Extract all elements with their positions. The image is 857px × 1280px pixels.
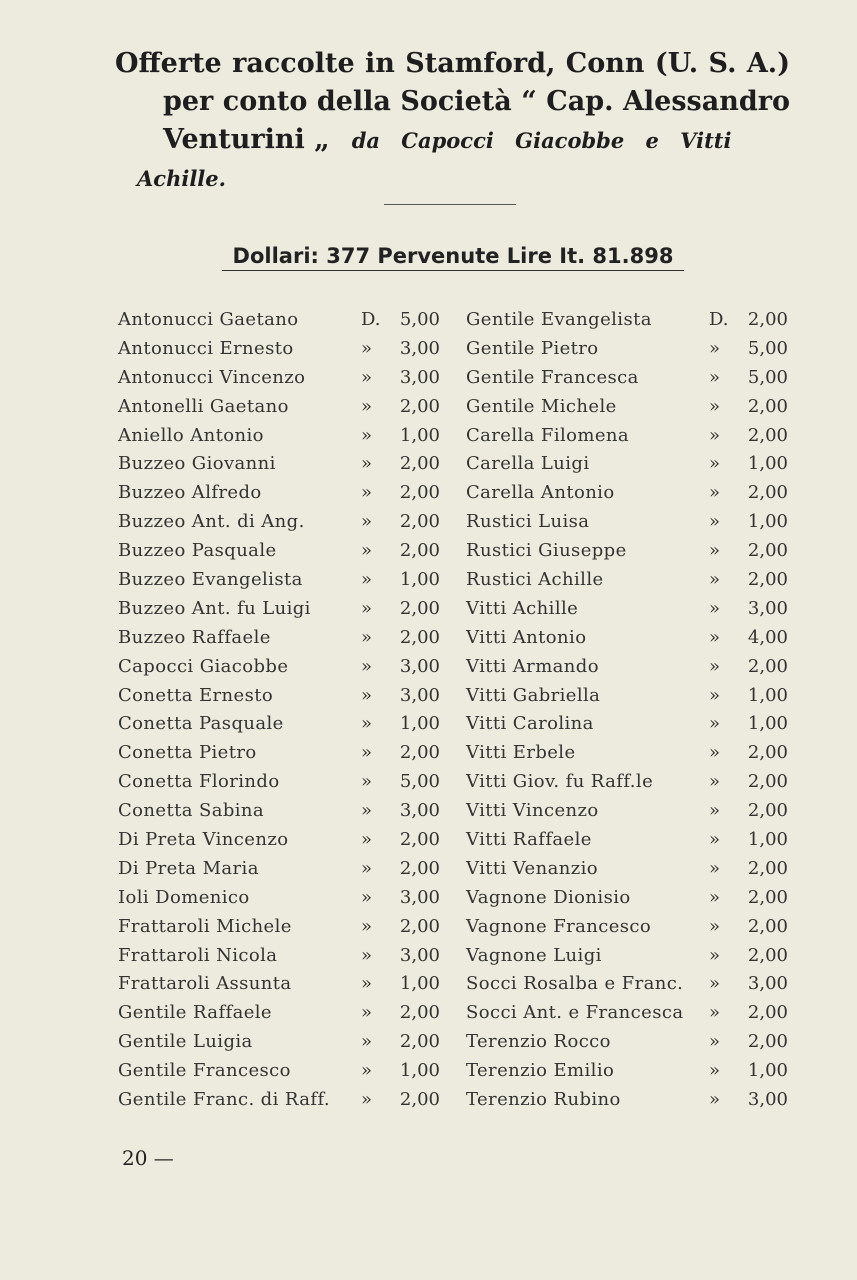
donor-row xyxy=(466,1086,792,1115)
donor-name: Capocci Giacobbe xyxy=(118,655,289,677)
ditto-mark: » xyxy=(709,857,721,879)
ditto-mark: » xyxy=(361,395,373,417)
donation-amount: 2,00 xyxy=(399,597,440,619)
donor-name: Frattaroli Assunta xyxy=(118,973,292,995)
ditto-mark: » xyxy=(361,540,373,562)
ditto-mark: » xyxy=(709,597,721,619)
donor-name: Carella Antonio xyxy=(466,482,615,504)
donor-row xyxy=(466,335,792,364)
ditto-mark: » xyxy=(709,771,721,793)
donor-name: Gentile Franc. di Raff. xyxy=(118,1089,330,1111)
donor-row xyxy=(466,566,792,595)
donor-row xyxy=(118,797,448,826)
donor-name: Vitti Erbele xyxy=(466,742,576,764)
heading-divider xyxy=(384,204,516,205)
donor-row xyxy=(466,450,792,479)
ditto-mark: » xyxy=(361,626,373,648)
heading-line-3-main: Venturini „ xyxy=(163,124,330,155)
ditto-mark: » xyxy=(361,800,373,822)
donor-name: Antonelli Gaetano xyxy=(118,395,289,417)
donor-name: Vitti Armando xyxy=(466,655,599,677)
donor-row xyxy=(118,913,448,942)
donation-amount: 2,00 xyxy=(747,886,788,908)
ditto-mark: » xyxy=(709,1089,721,1111)
donor-row xyxy=(466,653,792,682)
donation-amount: 2,00 xyxy=(399,395,440,417)
donor-name: Vitti Carolina xyxy=(466,713,594,735)
donor-name: Vagnone Dionisio xyxy=(466,886,631,908)
donor-name: Frattaroli Nicola xyxy=(118,944,278,966)
ditto-mark: » xyxy=(709,540,721,562)
donor-name: Rustici Achille xyxy=(466,569,604,591)
donor-name: Vitti Achille xyxy=(466,597,579,619)
donor-row xyxy=(118,335,448,364)
donor-row xyxy=(118,653,448,682)
donor-name: Carella Filomena xyxy=(466,424,630,446)
donor-row xyxy=(118,306,448,335)
ditto-mark: » xyxy=(709,800,721,822)
donor-row xyxy=(118,450,448,479)
heading-line-4: Achille. xyxy=(137,166,226,191)
donation-amount: 2,00 xyxy=(399,915,440,937)
donor-name: Gentile Michele xyxy=(466,395,617,417)
ditto-mark: » xyxy=(361,482,373,504)
donation-amount: 2,00 xyxy=(747,771,788,793)
totals-subtitle: Dollari: 377 Pervenute Lire It. 81.898 xyxy=(222,244,684,271)
donor-row xyxy=(118,364,448,393)
ditto-mark: » xyxy=(361,886,373,908)
donor-name: Buzzeo Raffaele xyxy=(118,626,271,648)
donation-amount: 2,00 xyxy=(399,829,440,851)
donor-row xyxy=(466,393,792,422)
donor-row xyxy=(118,508,448,537)
donor-name: Carella Luigi xyxy=(466,453,590,475)
donation-amount: 1,00 xyxy=(747,829,788,851)
donor-row xyxy=(118,970,448,999)
ditto-mark: » xyxy=(361,915,373,937)
donor-name: Vagnone Luigi xyxy=(466,944,602,966)
donation-amount: 3,00 xyxy=(399,800,440,822)
donor-list-right xyxy=(466,306,792,1115)
donor-row xyxy=(118,999,448,1028)
donor-name: Buzzeo Evangelista xyxy=(118,569,303,591)
donor-name: Conetta Pietro xyxy=(118,742,257,764)
donor-row xyxy=(466,999,792,1028)
ditto-mark: » xyxy=(709,915,721,937)
ditto-mark: D. xyxy=(709,309,729,330)
ditto-mark: » xyxy=(709,366,721,388)
donation-amount: 2,00 xyxy=(399,1002,440,1024)
donor-row xyxy=(118,855,448,884)
ditto-mark: » xyxy=(361,771,373,793)
ditto-mark: » xyxy=(361,424,373,446)
donation-amount: 2,00 xyxy=(399,482,440,504)
donor-name: Antonucci Gaetano xyxy=(118,309,299,330)
ditto-mark: » xyxy=(361,944,373,966)
donation-amount: 3,00 xyxy=(399,366,440,388)
donor-row xyxy=(466,624,792,653)
donation-amount: 1,00 xyxy=(747,684,788,706)
donor-row xyxy=(466,682,792,711)
donation-amount: 2,00 xyxy=(747,742,788,764)
donor-row xyxy=(466,826,792,855)
donor-name: Di Preta Vincenzo xyxy=(118,829,289,851)
donor-row xyxy=(118,422,448,451)
ditto-mark: » xyxy=(361,973,373,995)
donation-amount: 2,00 xyxy=(747,424,788,446)
donor-name: Buzzeo Alfredo xyxy=(118,482,262,504)
ditto-mark: » xyxy=(709,424,721,446)
donor-name: Vitti Venanzio xyxy=(466,857,598,879)
donation-amount: 2,00 xyxy=(399,540,440,562)
donation-amount: 1,00 xyxy=(399,569,440,591)
donation-amount: 2,00 xyxy=(747,395,788,417)
donor-name: Conetta Ernesto xyxy=(118,684,274,706)
donation-amount: 3,00 xyxy=(399,684,440,706)
donor-row xyxy=(118,595,448,624)
heading-line-3-italic: da Capocci Giacobbe e Vitti xyxy=(351,128,732,153)
ditto-mark: » xyxy=(709,337,721,359)
donation-amount: 1,00 xyxy=(399,1060,440,1082)
ditto-mark: » xyxy=(709,829,721,851)
ditto-mark: » xyxy=(361,742,373,764)
donation-amount: 2,00 xyxy=(399,742,440,764)
donor-name: Antonucci Ernesto xyxy=(118,337,294,359)
ditto-mark: » xyxy=(361,569,373,591)
ditto-mark: » xyxy=(709,684,721,706)
donation-amount: 3,00 xyxy=(399,337,440,359)
donation-amount: 3,00 xyxy=(747,973,788,995)
donor-name: Aniello Antonio xyxy=(118,424,264,446)
donation-amount: 5,00 xyxy=(399,309,440,330)
donor-name: Terenzio Emilio xyxy=(466,1060,615,1082)
ditto-mark: » xyxy=(361,857,373,879)
donor-name: Vitti Raffaele xyxy=(466,829,592,851)
donation-amount: 1,00 xyxy=(747,713,788,735)
donation-amount: 2,00 xyxy=(747,857,788,879)
donor-name: Socci Ant. e Francesca xyxy=(466,1002,684,1024)
ditto-mark: » xyxy=(709,886,721,908)
ditto-mark: » xyxy=(709,482,721,504)
donor-name: Socci Rosalba e Franc. xyxy=(466,973,684,995)
donor-name: Gentile Luigia xyxy=(118,1031,253,1053)
donor-row xyxy=(118,768,448,797)
donation-amount: 2,00 xyxy=(399,453,440,475)
donor-name: Vitti Antonio xyxy=(466,626,587,648)
donor-name: Conetta Pasquale xyxy=(118,713,284,735)
ditto-mark: » xyxy=(709,626,721,648)
donor-row xyxy=(466,537,792,566)
donation-amount: 2,00 xyxy=(747,944,788,966)
page-heading xyxy=(115,45,790,198)
donor-name: Antonucci Vincenzo xyxy=(118,366,306,388)
donor-row xyxy=(118,710,448,739)
donor-name: Vagnone Francesco xyxy=(466,915,652,937)
donor-name: Gentile Francesca xyxy=(466,366,639,388)
ditto-mark: » xyxy=(361,453,373,475)
donor-row xyxy=(118,537,448,566)
donation-amount: 1,00 xyxy=(399,424,440,446)
donation-amount: 2,00 xyxy=(747,915,788,937)
ditto-mark: » xyxy=(361,1002,373,1024)
ditto-mark: » xyxy=(361,1089,373,1111)
page-number: 20 — xyxy=(122,1146,174,1170)
donation-amount: 2,00 xyxy=(747,309,788,330)
donor-name: Terenzio Rocco xyxy=(466,1031,611,1053)
donation-amount: 2,00 xyxy=(747,1031,788,1053)
donation-amount: 2,00 xyxy=(747,482,788,504)
donor-name: Buzzeo Ant. di Ang. xyxy=(118,511,305,533)
ditto-mark: » xyxy=(709,713,721,735)
donor-row xyxy=(466,942,792,971)
donor-name: Gentile Evangelista xyxy=(466,309,652,330)
donor-name: Buzzeo Giovanni xyxy=(118,453,276,475)
donation-amount: 3,00 xyxy=(747,597,788,619)
donor-name: Terenzio Rubino xyxy=(466,1089,621,1111)
ditto-mark: » xyxy=(361,684,373,706)
ditto-mark: » xyxy=(709,1060,721,1082)
ditto-mark: » xyxy=(709,453,721,475)
donor-name: Conetta Florindo xyxy=(118,771,280,793)
donor-name: Frattaroli Michele xyxy=(118,915,292,937)
donation-amount: 2,00 xyxy=(747,569,788,591)
donor-name: Gentile Raffaele xyxy=(118,1002,272,1024)
donor-row xyxy=(466,479,792,508)
donor-name: Vitti Vincenzo xyxy=(466,800,599,822)
heading-line-2: per conto della Società “ Cap. Alessandro xyxy=(163,86,790,117)
donation-amount: 1,00 xyxy=(747,453,788,475)
donor-row xyxy=(118,393,448,422)
donor-row xyxy=(466,422,792,451)
ditto-mark: » xyxy=(709,742,721,764)
donor-row xyxy=(466,768,792,797)
donor-row xyxy=(118,884,448,913)
ditto-mark: » xyxy=(709,511,721,533)
donor-name: Buzzeo Ant. fu Luigi xyxy=(118,597,311,619)
donor-name: Vitti Gabriella xyxy=(466,684,601,706)
donor-row xyxy=(118,624,448,653)
donor-row xyxy=(118,826,448,855)
heading-line-3 xyxy=(115,121,790,160)
ditto-mark: » xyxy=(709,944,721,966)
donor-row xyxy=(466,913,792,942)
donation-amount: 3,00 xyxy=(399,886,440,908)
donor-row xyxy=(466,364,792,393)
ditto-mark: » xyxy=(709,569,721,591)
donation-amount: 2,00 xyxy=(399,626,440,648)
donor-row xyxy=(118,479,448,508)
donor-row xyxy=(118,942,448,971)
ditto-mark: » xyxy=(709,655,721,677)
donation-amount: 5,00 xyxy=(747,337,788,359)
donor-row xyxy=(466,739,792,768)
donor-list-left xyxy=(118,306,448,1115)
donation-amount: 2,00 xyxy=(747,540,788,562)
donor-name: Vitti Giov. fu Raff.le xyxy=(466,771,654,793)
donation-amount: 2,00 xyxy=(747,655,788,677)
ditto-mark: » xyxy=(361,713,373,735)
donation-amount: 2,00 xyxy=(747,800,788,822)
ditto-mark: » xyxy=(709,1031,721,1053)
heading-line-1: Offerte raccolte in Stamford, Conn (U. S. A.) xyxy=(115,48,790,79)
donation-amount: 3,00 xyxy=(399,655,440,677)
ditto-mark: » xyxy=(709,973,721,995)
donor-row xyxy=(466,797,792,826)
donor-row xyxy=(466,508,792,537)
ditto-mark: » xyxy=(361,1031,373,1053)
ditto-mark: » xyxy=(361,829,373,851)
donor-name: Rustici Luisa xyxy=(466,511,590,533)
ditto-mark: » xyxy=(361,655,373,677)
donation-amount: 2,00 xyxy=(747,1002,788,1024)
donation-amount: 1,00 xyxy=(747,1060,788,1082)
ditto-mark: » xyxy=(361,597,373,619)
ditto-mark: » xyxy=(361,337,373,359)
donor-row xyxy=(466,970,792,999)
donation-amount: 1,00 xyxy=(399,973,440,995)
donation-amount: 2,00 xyxy=(399,857,440,879)
donor-row xyxy=(466,595,792,624)
donation-amount: 2,00 xyxy=(399,1089,440,1111)
ditto-mark: » xyxy=(709,1002,721,1024)
ditto-mark: » xyxy=(361,366,373,388)
ditto-mark: » xyxy=(361,1060,373,1082)
donation-amount: 1,00 xyxy=(747,511,788,533)
donor-name: Buzzeo Pasquale xyxy=(118,540,277,562)
donation-amount: 5,00 xyxy=(399,771,440,793)
donor-name: Gentile Francesco xyxy=(118,1060,291,1082)
donor-name: Rustici Giuseppe xyxy=(466,540,627,562)
ditto-mark: D. xyxy=(361,309,381,330)
donor-name: Conetta Sabina xyxy=(118,800,265,822)
donor-row xyxy=(118,1086,448,1115)
donor-row xyxy=(466,710,792,739)
donor-name: Gentile Pietro xyxy=(466,337,599,359)
donation-amount: 2,00 xyxy=(399,511,440,533)
donor-row xyxy=(118,1028,448,1057)
donor-row xyxy=(466,1057,792,1086)
donor-row xyxy=(118,1057,448,1086)
donor-name: Ioli Domenico xyxy=(118,886,250,908)
donation-amount: 2,00 xyxy=(399,1031,440,1053)
donation-amount: 4,00 xyxy=(747,626,788,648)
ditto-mark: » xyxy=(361,511,373,533)
donation-amount: 3,00 xyxy=(399,944,440,966)
donor-name: Di Preta Maria xyxy=(118,857,259,879)
donor-row xyxy=(466,855,792,884)
ditto-mark: » xyxy=(709,395,721,417)
donor-row xyxy=(118,739,448,768)
donor-row xyxy=(466,1028,792,1057)
donation-amount: 3,00 xyxy=(747,1089,788,1111)
donor-row xyxy=(118,682,448,711)
donor-row xyxy=(466,306,792,335)
donor-row xyxy=(466,884,792,913)
donation-amount: 1,00 xyxy=(399,713,440,735)
donor-row xyxy=(118,566,448,595)
donation-amount: 5,00 xyxy=(747,366,788,388)
